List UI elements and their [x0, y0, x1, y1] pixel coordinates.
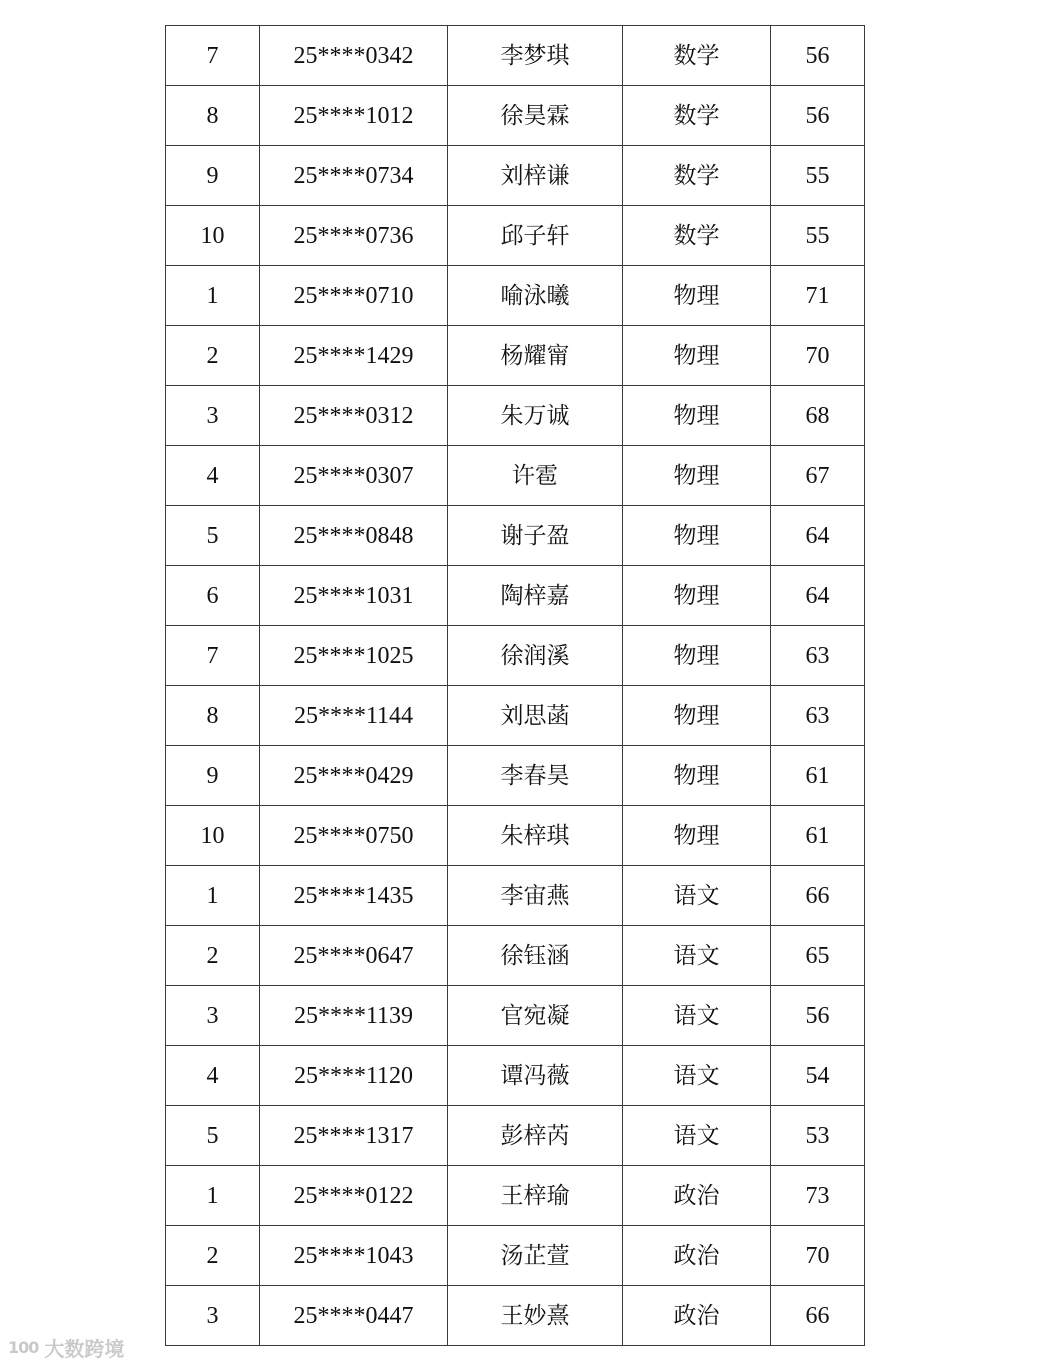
score-cell: 65 — [771, 926, 865, 986]
exam-id-cell: 25****0647 — [260, 926, 448, 986]
table-row — [166, 566, 865, 626]
watermark-text: 大数跨境 — [44, 1337, 125, 1361]
rank-cell: 5 — [166, 506, 260, 566]
name-cell: 徐钰涵 — [448, 926, 623, 986]
table-row — [166, 86, 865, 146]
exam-id-cell: 25****1429 — [260, 326, 448, 386]
watermark — [8, 1333, 124, 1362]
exam-id-cell: 25****1025 — [260, 626, 448, 686]
name-cell: 朱梓琪 — [448, 806, 623, 866]
rank-cell: 4 — [166, 1046, 260, 1106]
subject-cell: 数学 — [623, 26, 771, 86]
rank-cell: 6 — [166, 566, 260, 626]
name-cell: 喻泳曦 — [448, 266, 623, 326]
score-table — [165, 25, 865, 1346]
score-cell: 53 — [771, 1106, 865, 1166]
subject-cell: 物理 — [623, 566, 771, 626]
rank-cell: 9 — [166, 746, 260, 806]
score-cell: 54 — [771, 1046, 865, 1106]
table-row — [166, 446, 865, 506]
subject-cell: 政治 — [623, 1226, 771, 1286]
rank-cell: 2 — [166, 926, 260, 986]
score-cell: 70 — [771, 1226, 865, 1286]
name-cell: 李梦琪 — [448, 26, 623, 86]
rank-cell: 10 — [166, 806, 260, 866]
exam-id-cell: 25****1012 — [260, 86, 448, 146]
subject-cell: 政治 — [623, 1166, 771, 1226]
exam-id-cell: 25****1144 — [260, 686, 448, 746]
exam-id-cell: 25****0848 — [260, 506, 448, 566]
table-row — [166, 926, 865, 986]
score-cell: 68 — [771, 386, 865, 446]
score-cell: 55 — [771, 146, 865, 206]
exam-id-cell: 25****1120 — [260, 1046, 448, 1106]
rank-cell: 1 — [166, 866, 260, 926]
table-row — [166, 1046, 865, 1106]
name-cell: 徐润溪 — [448, 626, 623, 686]
table-row — [166, 686, 865, 746]
table-row — [166, 146, 865, 206]
subject-cell: 语文 — [623, 1046, 771, 1106]
table-row — [166, 26, 865, 86]
exam-id-cell: 25****0429 — [260, 746, 448, 806]
name-cell: 官宛凝 — [448, 986, 623, 1046]
table-row — [166, 986, 865, 1046]
score-cell: 56 — [771, 986, 865, 1046]
subject-cell: 物理 — [623, 806, 771, 866]
score-cell: 66 — [771, 1286, 865, 1346]
table-row — [166, 626, 865, 686]
subject-cell: 语文 — [623, 926, 771, 986]
exam-id-cell: 25****1031 — [260, 566, 448, 626]
table-row — [166, 746, 865, 806]
rank-cell: 4 — [166, 446, 260, 506]
rank-cell: 7 — [166, 626, 260, 686]
exam-id-cell: 25****0122 — [260, 1166, 448, 1226]
watermark-logo-icon: 100 — [8, 1338, 39, 1357]
subject-cell: 物理 — [623, 686, 771, 746]
table-row — [166, 266, 865, 326]
name-cell: 杨耀甯 — [448, 326, 623, 386]
subject-cell: 物理 — [623, 326, 771, 386]
name-cell: 陶梓嘉 — [448, 566, 623, 626]
exam-id-cell: 25****0736 — [260, 206, 448, 266]
score-table-body — [166, 26, 865, 1346]
subject-cell: 数学 — [623, 146, 771, 206]
score-cell: 73 — [771, 1166, 865, 1226]
rank-cell: 9 — [166, 146, 260, 206]
score-cell: 70 — [771, 326, 865, 386]
subject-cell: 物理 — [623, 626, 771, 686]
name-cell: 徐昊霖 — [448, 86, 623, 146]
exam-id-cell: 25****1139 — [260, 986, 448, 1046]
exam-id-cell: 25****1435 — [260, 866, 448, 926]
name-cell: 汤芷萱 — [448, 1226, 623, 1286]
score-cell: 67 — [771, 446, 865, 506]
exam-id-cell: 25****0447 — [260, 1286, 448, 1346]
subject-cell: 语文 — [623, 986, 771, 1046]
name-cell: 谢子盈 — [448, 506, 623, 566]
rank-cell: 3 — [166, 386, 260, 446]
name-cell: 许雹 — [448, 446, 623, 506]
table-row — [166, 506, 865, 566]
rank-cell: 7 — [166, 26, 260, 86]
rank-cell: 8 — [166, 86, 260, 146]
subject-cell: 物理 — [623, 746, 771, 806]
name-cell: 刘梓谦 — [448, 146, 623, 206]
subject-cell: 语文 — [623, 866, 771, 926]
name-cell: 李宙燕 — [448, 866, 623, 926]
table-row — [166, 1226, 865, 1286]
rank-cell: 3 — [166, 986, 260, 1046]
table-row — [166, 806, 865, 866]
subject-cell: 物理 — [623, 266, 771, 326]
table-row — [166, 386, 865, 446]
name-cell: 王梓瑜 — [448, 1166, 623, 1226]
subject-cell: 数学 — [623, 86, 771, 146]
score-cell: 56 — [771, 26, 865, 86]
rank-cell: 3 — [166, 1286, 260, 1346]
name-cell: 王妙熹 — [448, 1286, 623, 1346]
name-cell: 谭冯薇 — [448, 1046, 623, 1106]
score-cell: 56 — [771, 86, 865, 146]
rank-cell: 1 — [166, 266, 260, 326]
exam-id-cell: 25****0710 — [260, 266, 448, 326]
table-row — [166, 206, 865, 266]
score-cell: 61 — [771, 806, 865, 866]
name-cell: 刘思菡 — [448, 686, 623, 746]
rank-cell: 8 — [166, 686, 260, 746]
exam-id-cell: 25****0312 — [260, 386, 448, 446]
exam-id-cell: 25****1043 — [260, 1226, 448, 1286]
subject-cell: 物理 — [623, 506, 771, 566]
table-row — [166, 1286, 865, 1346]
table-row — [166, 1166, 865, 1226]
score-cell: 71 — [771, 266, 865, 326]
score-cell: 63 — [771, 686, 865, 746]
table-row — [166, 326, 865, 386]
exam-id-cell: 25****0734 — [260, 146, 448, 206]
exam-id-cell: 25****0307 — [260, 446, 448, 506]
subject-cell: 语文 — [623, 1106, 771, 1166]
score-cell: 61 — [771, 746, 865, 806]
subject-cell: 政治 — [623, 1286, 771, 1346]
score-cell: 64 — [771, 566, 865, 626]
rank-cell: 10 — [166, 206, 260, 266]
name-cell: 李春昊 — [448, 746, 623, 806]
rank-cell: 2 — [166, 1226, 260, 1286]
table-row — [166, 1106, 865, 1166]
name-cell: 朱万诚 — [448, 386, 623, 446]
rank-cell: 2 — [166, 326, 260, 386]
score-cell: 63 — [771, 626, 865, 686]
score-cell: 55 — [771, 206, 865, 266]
table-row — [166, 866, 865, 926]
score-cell: 66 — [771, 866, 865, 926]
score-cell: 64 — [771, 506, 865, 566]
name-cell: 彭梓芮 — [448, 1106, 623, 1166]
name-cell: 邱子轩 — [448, 206, 623, 266]
exam-id-cell: 25****0750 — [260, 806, 448, 866]
exam-id-cell: 25****0342 — [260, 26, 448, 86]
subject-cell: 数学 — [623, 206, 771, 266]
exam-id-cell: 25****1317 — [260, 1106, 448, 1166]
subject-cell: 物理 — [623, 386, 771, 446]
subject-cell: 物理 — [623, 446, 771, 506]
rank-cell: 1 — [166, 1166, 260, 1226]
rank-cell: 5 — [166, 1106, 260, 1166]
